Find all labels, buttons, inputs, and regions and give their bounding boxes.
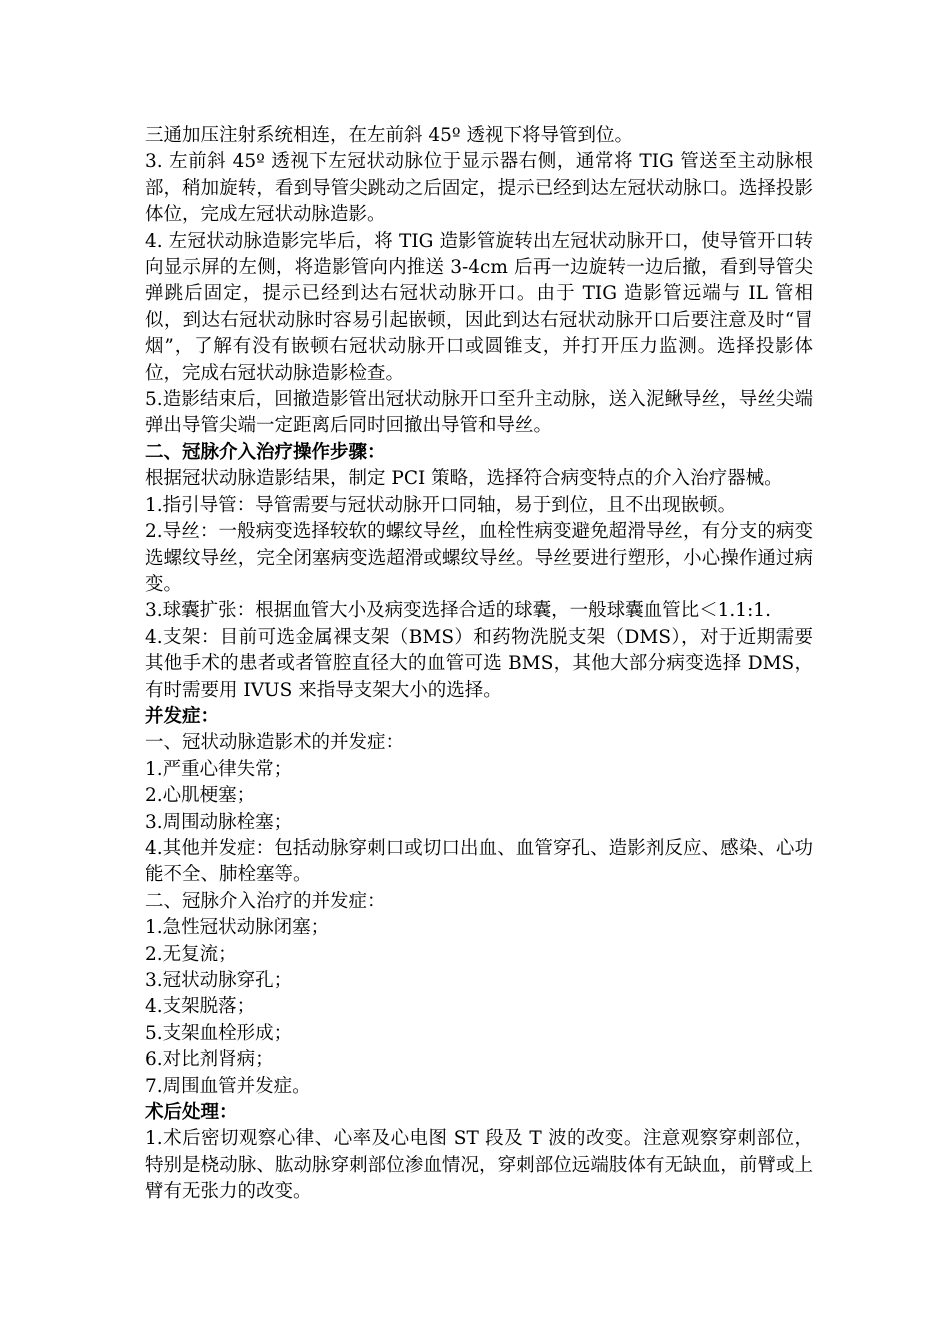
list-item-pci-1: 1.急性冠状动脉闭塞； <box>145 917 330 939</box>
paragraph-step-4: 4. 左冠状动脉造影完毕后，将 TIG 造影管旋转出左冠状动脉开口，使导管开口转向显示屏的左侧，将造影管向内推送 3-4cm 后再一边旋转一边后撤，看到导管尖弹跳后固定，提示已经到达右冠状动脉开口。由于 TIG 造影管远端与 IL 管相似，到达右冠状动脉时容易引起嵌顿，因此到达右冠状动脉开口后要注意及时“冒烟”，了解有没有嵌顿右冠状动脉开口或圆锥支，并打开压力监测。选择投影体位，完成右冠状动脉造影检查。 <box>145 230 813 384</box>
list-item-pci-2: 2.无复流； <box>145 943 237 965</box>
paragraph-angiography-complications-title: 一、冠状动脉造影术的并发症： <box>145 732 405 754</box>
paragraph-pci-complications-title: 二、冠脉介入治疗的并发症： <box>145 890 386 912</box>
list-item-angio-4: 4.其他并发症：包括动脉穿刺口或切口出血、血管穿孔、造影剂反应、感染、心功能不全、肺栓塞等。 <box>145 837 813 886</box>
section-heading-complications: 并发症： <box>145 705 220 727</box>
list-item-pci-5: 5.支架血栓形成； <box>145 1022 293 1044</box>
list-item-pci-4: 4.支架脱落； <box>145 996 256 1018</box>
paragraph-step-5: 5.造影结束后，回撤造影管出冠状动脉开口至升主动脉，送入泥鳅导丝，导丝尖端弹出导管尖端一定距离后同时回撤出导管和导丝。 <box>145 389 813 437</box>
paragraph-step-3: 3. 左前斜 45º 透视下左冠状动脉位于显示器右侧，通常将 TIG 管送至主动脉根部，稍加旋转，看到导管尖跳动之后固定，提示已经到达左冠状动脉口。选择投影体位，完成左冠状动脉造影。 <box>145 151 813 226</box>
paragraph-guide-catheter: 1.指引导管：导管需要与冠状动脉开口同轴，易于到位，且不出现嵌顿。 <box>145 494 737 516</box>
list-item-pci-3: 3.冠状动脉穿孔； <box>145 970 293 991</box>
paragraph-guide-wire: 2.导丝：一般病变选择较软的螺纹导丝，血栓性病变避免超滑导丝，有分支的病变选螺纹导丝，完全闭塞病变选超滑或螺纹导丝。导丝要进行塑形，小心操作通过病变。 <box>145 521 813 595</box>
list-item-pci-6: 6.对比剂肾病； <box>145 1049 274 1071</box>
paragraph-stent: 4.支架：目前可选金属裸支架（BMS）和药物洗脱支架（DMS），对于近期需要其他手术的患者或者管腔直径大的血管可选 BMS，其他大部分病变选择 DMS，有时需要用 IVUS 来指导支架大小的选择。 <box>145 626 813 701</box>
paragraph-postop-1: 1.术后密切观察心律、心率及心电图 ST 段及 T 波的改变。注意观察穿刺部位，特别是桡动脉、肱动脉穿刺部位渗血情况，穿刺部位远端肢体有无缺血，前臂或上臂有无张力的改变。 <box>145 1128 813 1203</box>
document-page <box>145 123 813 1206</box>
list-item-pci-7: 7.周围血管并发症。 <box>145 1075 311 1097</box>
paragraph-intro-continuation: 三通加压注射系统相连，在左前斜 45º 透视下将导管到位。 <box>145 125 634 146</box>
list-item-angio-3: 3.周围动脉栓塞； <box>145 811 293 833</box>
paragraph-balloon: 3.球囊扩张：根据血管大小及病变选择合适的球囊，一般球囊血管比＜1.1:1. <box>145 600 771 622</box>
list-item-angio-1: 1.严重心律失常； <box>145 758 293 780</box>
section-heading-pci-steps: 二、冠脉介入治疗操作步骤： <box>145 441 386 463</box>
list-item-angio-2: 2.心肌梗塞； <box>145 785 256 807</box>
paragraph-pci-strategy: 根据冠状动脉造影结果，制定 PCI 策略，选择符合病变特点的介入治疗器械。 <box>145 468 783 490</box>
section-heading-postop: 术后处理： <box>145 1102 238 1124</box>
